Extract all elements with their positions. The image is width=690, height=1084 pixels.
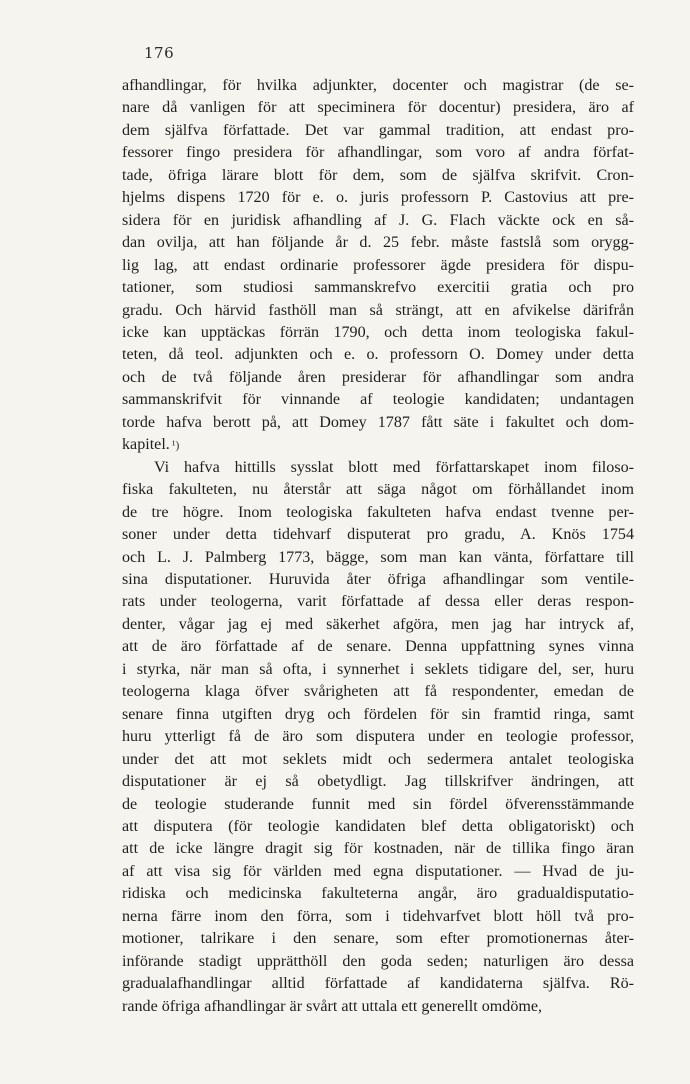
text-line: i styrka, när man så ofta, i synnerhet i seklets tidigare del, ser, huru xyxy=(122,660,634,678)
text-line: senare finna utgiften dryg och fördelen för sin framtid ringa, samt xyxy=(122,705,634,723)
text-line: och de två följande åren presiderar för afhandlingar som andra xyxy=(122,368,634,386)
text-line: denter, vågar jag ej med säkerhet afgöra, men jag har intryck af, xyxy=(122,615,634,633)
text-line: och L. J. Palmberg 1773, bägge, som man kan vänta, författare till xyxy=(122,548,634,566)
text-line: tade, öfriga lärare blott för dem, som de själfva skrifvit. Cron- xyxy=(122,166,634,184)
text-line: införande stadigt upprätthöll den goda seden; naturligen äro dessa xyxy=(122,952,634,970)
text-line: dem själfva författade. Det var gammal tradition, att endast pro- xyxy=(122,121,634,139)
text-line: de teologie studerande funnit med sin fördel öfverensstämmande xyxy=(122,795,634,813)
text-line: tationer, som studiosi sammanskrefvo exercitii gratia och pro xyxy=(122,279,634,297)
text-line: ridiska och medicinska fakulteterna angår, äro gradualdisputatio- xyxy=(122,885,634,903)
text-line: hjelms dispens 1720 för e. o. juris professorn P. Castovius att pre- xyxy=(122,189,634,207)
text-line: rande öfriga afhandlingar är svårt att uttala ett generellt omdöme, xyxy=(122,997,543,1015)
text-line: kapitel. ¹) xyxy=(122,434,634,456)
text-line: att disputera (för teologie kandidaten blef detta obligatoriskt) och xyxy=(122,817,634,835)
text-line: att de icke längre dragit sig för kostnaden, när de tillika fingo äran xyxy=(122,840,634,858)
text-line: nare då vanligen för att speciminera för docentur) presidera, äro af xyxy=(122,99,634,117)
text-line: fiska fakulteten, nu återstår att säga något om förhållandet inom xyxy=(122,481,634,499)
text-line: fessorer fingo presidera för afhandlingar, som voro af andra förfat- xyxy=(122,144,634,162)
text-line: teologerna klaga öfver svårigheten att få respondenter, emedan de xyxy=(122,683,634,701)
text-line: gradualafhandlingar alltid författade af kandidaterna själfva. Rö- xyxy=(122,975,634,993)
text-line: sina disputationer. Huruvida åter öfriga afhandlingar som ventile- xyxy=(122,570,634,588)
text-line: gradu. Och härvid fasthöll man så strängt, att en afvikelse därifrån xyxy=(122,301,634,319)
text-line: sammanskrifvit för vinnande af teologie kandidaten; undantagen xyxy=(122,391,634,409)
text-line: dan ovilja, att han följande år d. 25 febr. måste fastslå som orygg- xyxy=(122,234,634,252)
text-line: soner under detta tidehvarf disputerat pro gradu, A. Knös 1754 xyxy=(122,526,634,544)
text-line: rats under teologerna, varit författade af dessa eller deras respon- xyxy=(122,593,634,611)
text-line: motioner, talrikare i den senare, som efter promotionernas åter- xyxy=(122,930,634,948)
footnote-mark: ¹) xyxy=(171,438,180,453)
text-line: under det att mot seklets midt och sedermera antalet teologiska xyxy=(122,750,634,768)
text-line: afhandlingar, för hvilka adjunkter, docenter och magistrar (de se- xyxy=(122,77,634,94)
text-line: torde hafva berott på, att Domey 1787 fått säte i fakultet och dom- xyxy=(122,413,634,431)
text-line: huru ytterligt få de äro som disputera under en teologie professor, xyxy=(122,728,634,746)
text-line: Vi hafva hittills sysslat blott med författarskapet inom filoso- xyxy=(154,458,634,476)
body-text xyxy=(122,75,634,1018)
page-number: 176 xyxy=(144,44,175,62)
text-line: icke kan upptäckas förrän 1790, och detta inom teologiska fakul- xyxy=(122,323,634,341)
text-line: att de äro författade af de senare. Denna uppfattning synes vinna xyxy=(122,638,634,656)
text-line: nerna färre inom den förra, som i tidehvarfvet blott höll två pro- xyxy=(122,907,634,925)
text-line: teten, då teol. adjunkten och e. o. professorn O. Domey under detta xyxy=(122,346,634,364)
text-line: de tre högre. Inom teologiska fakulteten hafva endast tvenne per- xyxy=(122,503,634,521)
text-line: lig lag, att endast ordinarie professorer ägde presidera för dispu- xyxy=(122,256,634,274)
text-line: af att visa sig för världen med egna disputationer. — Hvad de ju- xyxy=(122,862,634,880)
text-line: sidera för en juridisk afhandling af J. G. Flach väckte ock en så- xyxy=(122,211,634,229)
text-line: disputationer är ej så obetydligt. Jag tillskrifver ändringen, att xyxy=(122,773,634,791)
